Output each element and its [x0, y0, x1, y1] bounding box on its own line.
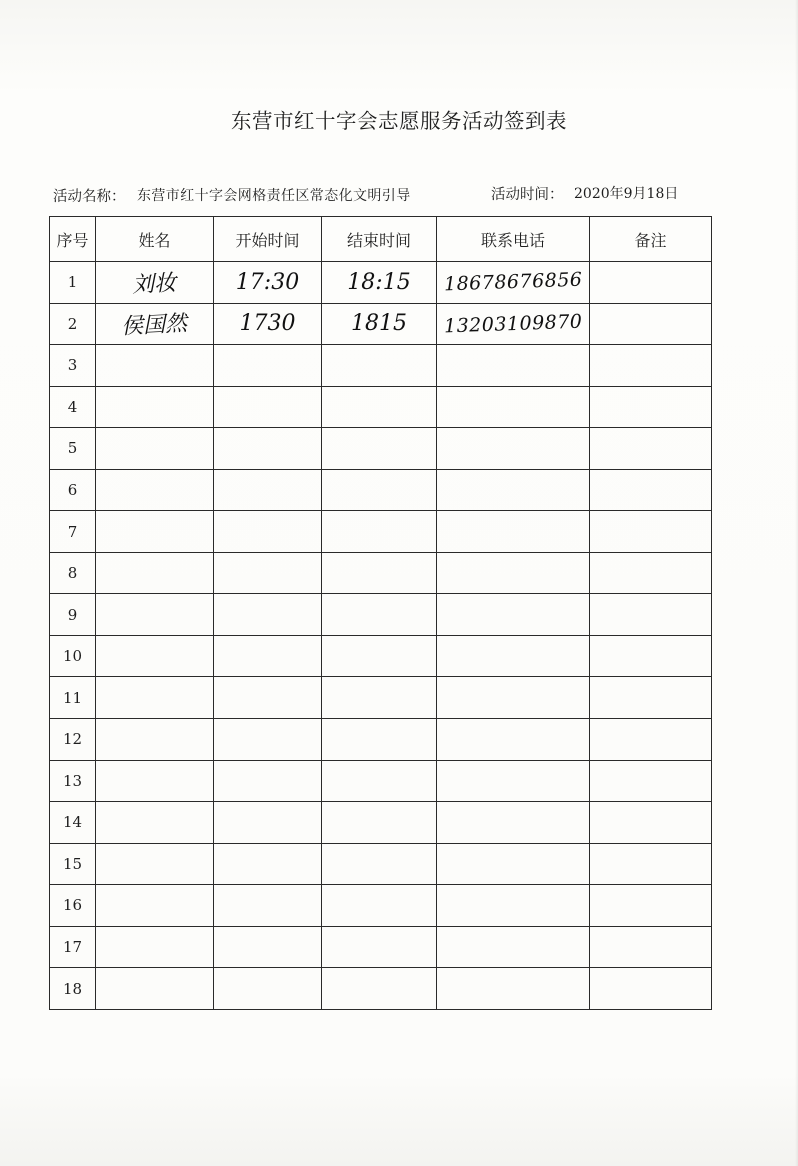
cell-note[interactable]: [590, 926, 712, 968]
cell-seq: 14: [50, 802, 96, 844]
table-row: [50, 469, 712, 511]
cell-end-time[interactable]: [322, 885, 437, 927]
cell-name[interactable]: [96, 802, 214, 844]
table-row: [50, 552, 712, 594]
table-row: [50, 802, 712, 844]
cell-seq: 4: [50, 386, 96, 428]
cell-seq: 15: [50, 843, 96, 885]
cell-end-time[interactable]: [322, 386, 437, 428]
header-start-time: 开始时间: [214, 217, 322, 262]
cell-name[interactable]: [96, 552, 214, 594]
cell-phone[interactable]: [437, 926, 590, 968]
cell-phone[interactable]: [437, 469, 590, 511]
cell-start-time[interactable]: [214, 469, 322, 511]
activity-info-row: [53, 183, 753, 207]
cell-start-time[interactable]: [214, 968, 322, 1010]
cell-note[interactable]: [590, 428, 712, 470]
header-note: 备注: [590, 217, 712, 262]
cell-end-time[interactable]: [322, 303, 437, 345]
cell-name[interactable]: [96, 303, 214, 345]
activity-time-label: 活动时间：: [491, 187, 564, 203]
cell-seq: 1: [50, 262, 96, 304]
cell-note[interactable]: [590, 802, 712, 844]
header-name: 姓名: [96, 217, 214, 262]
cell-end-time[interactable]: [322, 677, 437, 719]
cell-name[interactable]: [96, 760, 214, 802]
cell-phone[interactable]: [437, 802, 590, 844]
handwritten-name: 侯国然: [120, 311, 189, 341]
cell-start-time[interactable]: [214, 926, 322, 968]
cell-note[interactable]: [590, 594, 712, 636]
table-row: [50, 885, 712, 927]
cell-start-time[interactable]: [214, 760, 322, 802]
cell-end-time[interactable]: [322, 428, 437, 470]
activity-name-label: 活动名称：: [53, 189, 126, 205]
cell-note[interactable]: [590, 677, 712, 719]
cell-phone[interactable]: [437, 552, 590, 594]
cell-seq: 7: [50, 511, 96, 553]
cell-end-time[interactable]: [322, 345, 437, 387]
cell-start-time[interactable]: [214, 843, 322, 885]
cell-note[interactable]: [590, 635, 712, 677]
cell-note[interactable]: [590, 719, 712, 761]
cell-seq: 13: [50, 760, 96, 802]
cell-phone[interactable]: [437, 719, 590, 761]
header-phone: 联系电话: [437, 217, 590, 262]
cell-end-time[interactable]: [322, 552, 437, 594]
cell-phone[interactable]: [437, 303, 590, 345]
table-row: [50, 843, 712, 885]
cell-phone[interactable]: [437, 262, 590, 304]
table-row: [50, 926, 712, 968]
cell-phone[interactable]: [437, 511, 590, 553]
cell-phone[interactable]: [437, 428, 590, 470]
cell-note[interactable]: [590, 843, 712, 885]
cell-note[interactable]: [590, 511, 712, 553]
cell-name[interactable]: [96, 635, 214, 677]
cell-name[interactable]: [96, 926, 214, 968]
table-row: [50, 511, 712, 553]
cell-start-time[interactable]: [214, 885, 322, 927]
table-row: [50, 386, 712, 428]
cell-seq: 5: [50, 428, 96, 470]
cell-seq: 8: [50, 552, 96, 594]
cell-note[interactable]: [590, 303, 712, 345]
cell-start-time[interactable]: [214, 677, 322, 719]
cell-name[interactable]: [96, 677, 214, 719]
cell-phone[interactable]: [437, 594, 590, 636]
cell-start-time[interactable]: [214, 635, 322, 677]
cell-start-time[interactable]: [214, 303, 322, 345]
cell-seq: 11: [50, 677, 96, 719]
cell-seq: 9: [50, 594, 96, 636]
cell-note[interactable]: [590, 760, 712, 802]
activity-name-value: 东营市红十字会网格责任区常态化文明引导: [137, 188, 411, 204]
cell-phone[interactable]: [437, 345, 590, 387]
cell-note[interactable]: [590, 345, 712, 387]
cell-name[interactable]: [96, 469, 214, 511]
header-seq: 序号: [50, 217, 96, 262]
table-row: [50, 635, 712, 677]
cell-start-time[interactable]: [214, 552, 322, 594]
cell-end-time[interactable]: [322, 843, 437, 885]
table-row: [50, 345, 712, 387]
cell-end-time[interactable]: [322, 926, 437, 968]
cell-seq: 16: [50, 885, 96, 927]
cell-seq: 17: [50, 926, 96, 968]
cell-end-time[interactable]: [322, 594, 437, 636]
activity-time-value: 2020年9月18日: [574, 186, 679, 202]
cell-note[interactable]: [590, 386, 712, 428]
table-row: [50, 677, 712, 719]
handwritten-name: 刘妆: [131, 270, 178, 298]
cell-note[interactable]: [590, 968, 712, 1010]
cell-name[interactable]: [96, 386, 214, 428]
cell-end-time[interactable]: [322, 635, 437, 677]
cell-name[interactable]: [96, 428, 214, 470]
handwritten-end: 1815: [351, 311, 407, 337]
cell-name[interactable]: [96, 843, 214, 885]
cell-note[interactable]: [590, 885, 712, 927]
table-row: [50, 262, 712, 304]
cell-name[interactable]: [96, 968, 214, 1010]
cell-phone[interactable]: [437, 885, 590, 927]
cell-phone[interactable]: [437, 760, 590, 802]
cell-start-time[interactable]: [214, 428, 322, 470]
cell-name[interactable]: [96, 719, 214, 761]
cell-phone[interactable]: [437, 386, 590, 428]
cell-start-time[interactable]: [214, 802, 322, 844]
cell-seq: 3: [50, 345, 96, 387]
cell-start-time[interactable]: [214, 511, 322, 553]
table-row: [50, 594, 712, 636]
cell-end-time[interactable]: [322, 719, 437, 761]
cell-name[interactable]: [96, 885, 214, 927]
handwritten-phone: 13203109870: [443, 310, 583, 338]
cell-note[interactable]: [590, 469, 712, 511]
cell-seq: 18: [50, 968, 96, 1010]
table-row: [50, 968, 712, 1010]
cell-end-time[interactable]: [322, 802, 437, 844]
cell-phone[interactable]: [437, 635, 590, 677]
cell-start-time[interactable]: [214, 262, 322, 304]
cell-start-time[interactable]: [214, 719, 322, 761]
cell-name[interactable]: [96, 511, 214, 553]
cell-end-time[interactable]: [322, 262, 437, 304]
page-title: 东营市红十字会志愿服务活动签到表: [231, 109, 567, 133]
cell-end-time[interactable]: [322, 469, 437, 511]
handwritten-start: 17:30: [235, 269, 300, 295]
cell-name[interactable]: [96, 594, 214, 636]
cell-start-time[interactable]: [214, 345, 322, 387]
table-body: [50, 262, 712, 1010]
header-end-time: 结束时间: [322, 217, 437, 262]
cell-phone[interactable]: [437, 968, 590, 1010]
table-row: [50, 760, 712, 802]
cell-phone[interactable]: [437, 677, 590, 719]
sign-in-table: [49, 216, 712, 1010]
table-header-row: [50, 217, 712, 262]
cell-phone[interactable]: [437, 843, 590, 885]
cell-name[interactable]: [96, 345, 214, 387]
cell-note[interactable]: [590, 262, 712, 304]
cell-seq: 12: [50, 719, 96, 761]
cell-end-time[interactable]: [322, 511, 437, 553]
handwritten-end: 18:15: [347, 269, 411, 295]
handwritten-start: 1730: [239, 311, 296, 337]
table-row: [50, 719, 712, 761]
cell-start-time[interactable]: [214, 386, 322, 428]
table-row: [50, 428, 712, 470]
cell-note[interactable]: [590, 552, 712, 594]
table-row: [50, 303, 712, 345]
cell-end-time[interactable]: [322, 760, 437, 802]
cell-seq: 6: [50, 469, 96, 511]
cell-seq: 2: [50, 303, 96, 345]
handwritten-phone: 18678676856: [443, 268, 583, 296]
cell-seq: 10: [50, 635, 96, 677]
cell-start-time[interactable]: [214, 594, 322, 636]
cell-name[interactable]: [96, 262, 214, 304]
cell-end-time[interactable]: [322, 968, 437, 1010]
